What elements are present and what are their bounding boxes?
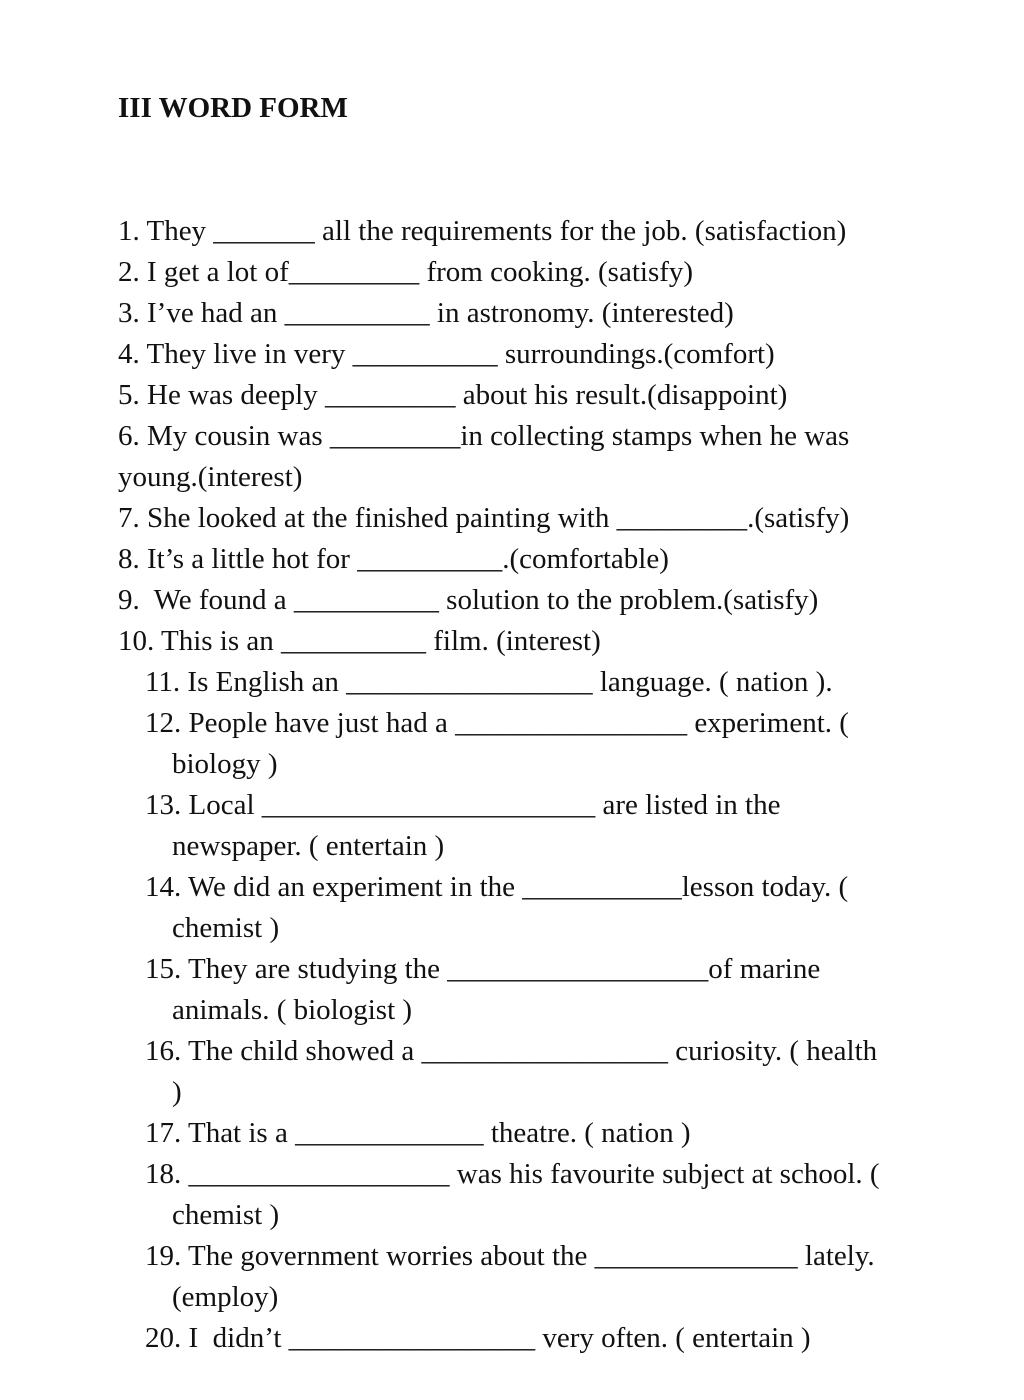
exercise-line: ) — [172, 1076, 182, 1108]
exercise-line: 2. I get a lot of_________ from cooking. (satisfy) — [118, 256, 694, 288]
exercise-line: 4. They live in very __________ surroundings.(comfort) — [118, 338, 775, 370]
exercise-line: 8. It’s a little hot for __________.(comfortable) — [118, 543, 669, 575]
exercise-line: (employ) — [172, 1281, 279, 1313]
exercise-line: chemist ) — [172, 1199, 280, 1231]
exercise-line: 20. I didn’t _________________ very often. ( entertain ) — [145, 1322, 811, 1354]
exercise-line: 1. They _______ all the requirements for the job. (satisfaction) — [118, 215, 847, 247]
exercise-line: 5. He was deeply _________ about his result.(disappoint) — [118, 379, 788, 411]
exercise-line: 13. Local _______________________ are listed in the — [145, 789, 781, 821]
exercise-line: 12. People have just had a ________________ experiment. ( — [145, 707, 849, 739]
exercise-line: 15. They are studying the __________________of marine — [145, 953, 821, 985]
exercise-line: newspaper. ( entertain ) — [172, 830, 445, 862]
exercise-line: chemist ) — [172, 912, 280, 944]
exercise-line: 3. I’ve had an __________ in astronomy. (interested) — [118, 297, 734, 329]
worksheet-title: III WORD FORM — [118, 92, 348, 124]
exercise-line: 19. The government worries about the ______________ lately. — [145, 1240, 875, 1272]
exercise-line: 9. We found a __________ solution to the problem.(satisfy) — [118, 584, 819, 616]
exercise-line: 10. This is an __________ film. (interest) — [118, 625, 601, 657]
exercise-line: 14. We did an experiment in the ___________lesson today. ( — [145, 871, 849, 903]
exercise-line: 11. Is English an _________________ language. ( nation ). — [145, 666, 833, 698]
exercise-lines — [118, 211, 1024, 1359]
exercise-line: animals. ( biologist ) — [172, 994, 413, 1026]
exercise-line: biology ) — [172, 748, 278, 780]
exercise-line: 18. __________________ was his favourite subject at school. ( — [145, 1158, 880, 1190]
exercise-line: 17. That is a _____________ theatre. ( nation ) — [145, 1117, 691, 1149]
exercise-line: 6. My cousin was _________in collecting stamps when he was — [118, 420, 850, 452]
exercise-line: young.(interest) — [118, 461, 303, 493]
exercise-line: 16. The child showed a _________________ curiosity. ( health — [145, 1035, 878, 1067]
exercise-line: 7. She looked at the finished painting with _________.(satisfy) — [118, 502, 850, 534]
